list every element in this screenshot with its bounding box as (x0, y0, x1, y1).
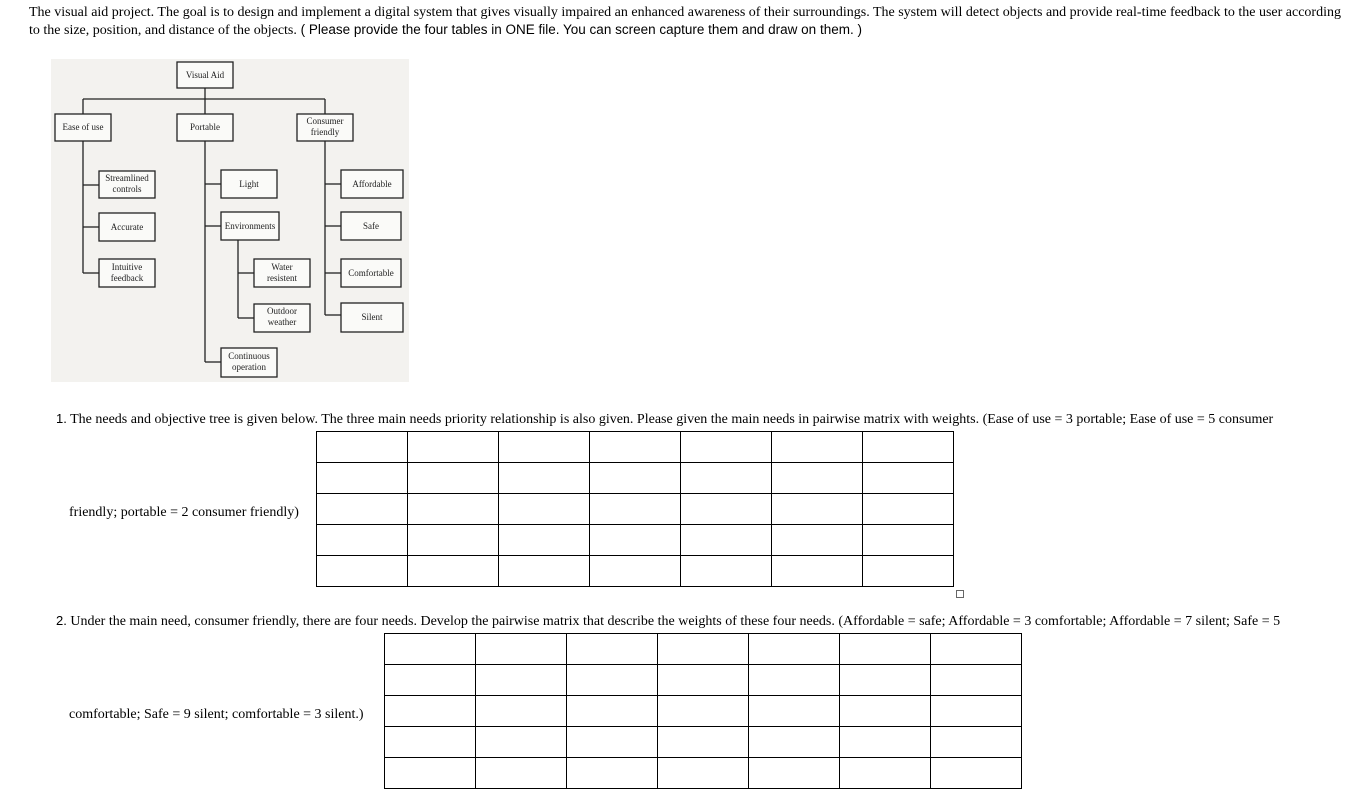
table-cell[interactable] (590, 525, 681, 556)
table-cell[interactable] (567, 665, 658, 696)
node-visual-aid-label: Visual Aid (185, 70, 225, 80)
table-cell[interactable] (317, 556, 408, 587)
table-cell[interactable] (317, 494, 408, 525)
pairwise-matrix-consumer-needs[interactable] (384, 633, 1022, 789)
question-2-line-1 (56, 612, 1280, 630)
table-cell[interactable] (385, 634, 476, 665)
table-row (317, 494, 954, 525)
question-1-number: 1. (56, 411, 67, 426)
node-intuitive-label-1: Intuitive (111, 262, 143, 272)
table-cell[interactable] (681, 525, 772, 556)
table-cell[interactable] (499, 494, 590, 525)
project-description (29, 4, 1344, 39)
node-streamlined-label-1: Streamlined (105, 173, 149, 183)
table-cell[interactable] (499, 525, 590, 556)
table-cell[interactable] (772, 525, 863, 556)
table-row (385, 665, 1022, 696)
question-2-number: 2. (56, 613, 67, 628)
node-continuous-label-1: Continuous (228, 351, 270, 361)
node-intuitive-label-2: feedback (110, 273, 144, 283)
project-description-text: The visual aid project. The goal is to design and implement a digital system that gives visually impaired an enhanced awareness of their surroundings. The system will detect objects and provide real-time feedback to the user according to the size, position, and distance of the objects. (29, 5, 1341, 38)
table-cell[interactable] (499, 432, 590, 463)
pairwise-matrix-main-needs[interactable] (316, 431, 954, 587)
table-cell[interactable] (408, 463, 499, 494)
table-row (385, 758, 1022, 789)
table-cell[interactable] (840, 758, 931, 789)
node-water-label-2: resistent (267, 273, 297, 283)
table-cell[interactable] (658, 665, 749, 696)
table-cell[interactable] (931, 634, 1022, 665)
table-cell[interactable] (476, 758, 567, 789)
table-cell[interactable] (567, 696, 658, 727)
table-row (317, 463, 954, 494)
table-cell[interactable] (749, 727, 840, 758)
table-cell[interactable] (567, 758, 658, 789)
tree-diagram (51, 59, 409, 382)
table-cell[interactable] (749, 665, 840, 696)
question-2-text: Under the main need, consumer friendly, there are four needs. Develop the pairwise matrix that describe the weights of these four needs. (Affordable = safe; Affordable = 3 comfortable; Affordable = 7 silent; Safe = 5 (66, 614, 1281, 629)
table-cell[interactable] (681, 463, 772, 494)
node-environments-label: Environments (224, 221, 276, 231)
node-accurate-label: Accurate (110, 222, 144, 232)
node-silent-label: Silent (361, 312, 383, 322)
table-cell[interactable] (385, 727, 476, 758)
table-resize-handle[interactable] (956, 590, 964, 598)
table-cell[interactable] (863, 432, 954, 463)
table-cell[interactable] (408, 525, 499, 556)
table-cell[interactable] (772, 463, 863, 494)
table-cell[interactable] (840, 634, 931, 665)
node-light-label: Light (239, 179, 259, 189)
table-cell[interactable] (931, 727, 1022, 758)
table-cell[interactable] (681, 556, 772, 587)
node-continuous-label-2: operation (232, 362, 266, 372)
table-cell[interactable] (658, 634, 749, 665)
table-cell[interactable] (476, 634, 567, 665)
table-row (385, 727, 1022, 758)
table-cell[interactable] (476, 665, 567, 696)
table-cell[interactable] (749, 758, 840, 789)
node-ease-of-use-label: Ease of use (62, 122, 104, 132)
table-cell[interactable] (681, 494, 772, 525)
table-cell[interactable] (863, 556, 954, 587)
table-cell[interactable] (317, 432, 408, 463)
table-row (317, 432, 954, 463)
table-cell[interactable] (408, 556, 499, 587)
table-cell[interactable] (658, 727, 749, 758)
table-cell[interactable] (863, 525, 954, 556)
node-portable-label: Portable (190, 122, 220, 132)
table-cell[interactable] (772, 556, 863, 587)
node-outdoor-label-1: Outdoor (267, 306, 297, 316)
node-streamlined-label-2: controls (112, 184, 142, 194)
table-cell[interactable] (408, 432, 499, 463)
table-cell[interactable] (567, 727, 658, 758)
table-cell[interactable] (385, 758, 476, 789)
table-row (317, 556, 954, 587)
table-cell[interactable] (931, 665, 1022, 696)
table-cell[interactable] (772, 432, 863, 463)
table-cell[interactable] (681, 432, 772, 463)
table-cell[interactable] (317, 525, 408, 556)
table-cell[interactable] (499, 463, 590, 494)
table-row (317, 525, 954, 556)
table-cell[interactable] (931, 696, 1022, 727)
table-cell[interactable] (385, 665, 476, 696)
question-1-line-1 (56, 410, 1273, 428)
table-cell[interactable] (863, 463, 954, 494)
question-2-line-2: comfortable; Safe = 9 silent; comfortable = 3 silent.) (69, 707, 364, 722)
table-cell[interactable] (590, 494, 681, 525)
table-cell[interactable] (931, 758, 1022, 789)
table-cell[interactable] (772, 494, 863, 525)
table-cell[interactable] (840, 696, 931, 727)
node-safe-label: Safe (363, 221, 379, 231)
table-cell[interactable] (317, 463, 408, 494)
table-cell[interactable] (840, 665, 931, 696)
table-cell[interactable] (476, 696, 567, 727)
table-cell[interactable] (840, 727, 931, 758)
table-cell[interactable] (590, 432, 681, 463)
table-cell[interactable] (590, 556, 681, 587)
table-cell[interactable] (590, 463, 681, 494)
node-water-label-1: Water (271, 262, 293, 272)
table-cell[interactable] (499, 556, 590, 587)
table-row (385, 696, 1022, 727)
table-cell[interactable] (408, 494, 499, 525)
table-cell[interactable] (658, 696, 749, 727)
table-cell[interactable] (658, 758, 749, 789)
table-cell[interactable] (749, 634, 840, 665)
node-consumer-label-2: friendly (310, 127, 340, 137)
table-cell[interactable] (863, 494, 954, 525)
node-comfortable-label: Comfortable (348, 268, 394, 278)
project-note: ( Please provide the four tables in ONE file. You can screen capture them and draw on them. ) (296, 22, 862, 37)
node-affordable-label: Affordable (352, 179, 392, 189)
table-cell[interactable] (567, 634, 658, 665)
table-row (385, 634, 1022, 665)
table-cell[interactable] (385, 696, 476, 727)
node-outdoor-label-2: weather (267, 317, 297, 327)
question-1-text: The needs and objective tree is given below. The three main needs priority relationship is also given. Please given the main needs in pairwise matrix with weights. (Ease of use = 3 portable; Ease of use = 5 consumer (66, 412, 1274, 427)
question-1-line-2: friendly; portable = 2 consumer friendly) (69, 505, 299, 520)
table-cell[interactable] (476, 727, 567, 758)
needs-objective-tree (51, 59, 409, 382)
table-cell[interactable] (749, 696, 840, 727)
node-consumer-label-1: Consumer (306, 116, 344, 126)
